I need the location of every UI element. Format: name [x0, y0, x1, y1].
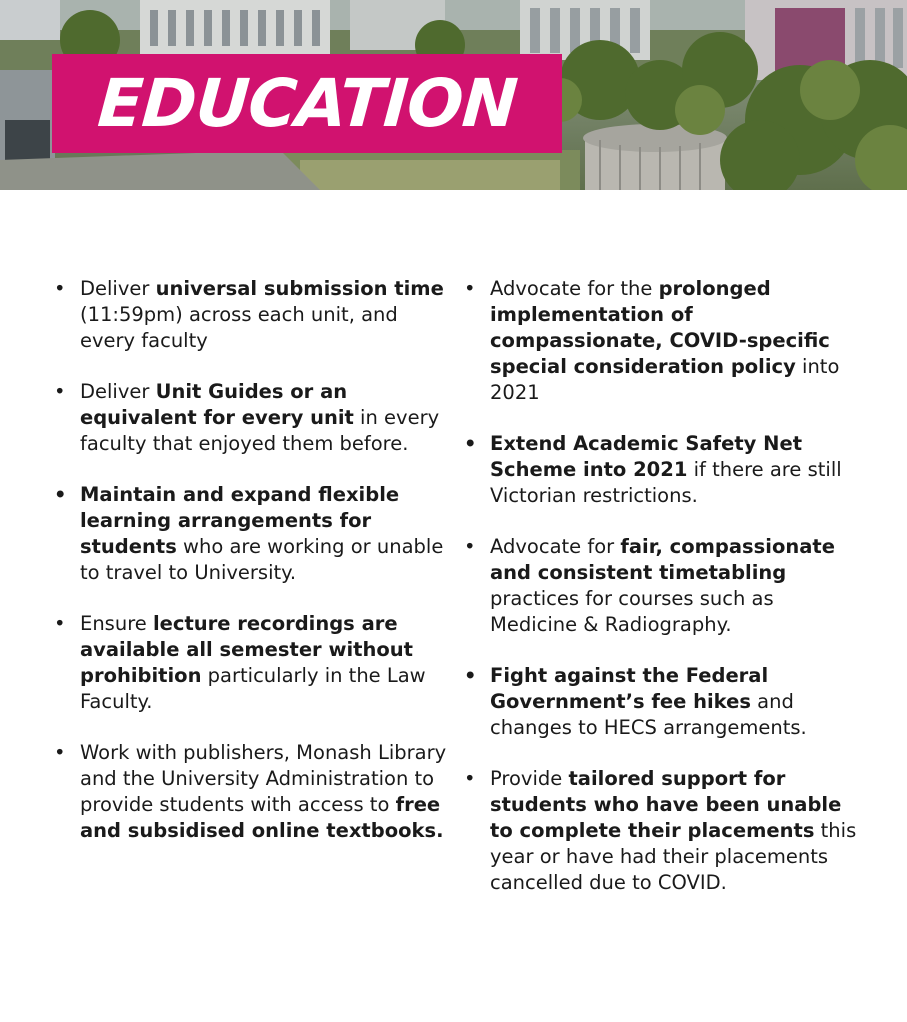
- policy-text-highlight: prolonged implementation of compassionate, COVID-specific special consideration policy: [490, 277, 830, 378]
- policy-text: [490, 432, 842, 507]
- policy-item: [52, 482, 452, 586]
- policy-item: [52, 740, 452, 844]
- policy-text: [80, 741, 446, 842]
- policy-item: [52, 276, 452, 354]
- policy-text-detail: practices for courses such as Medicine & Radiography.: [490, 587, 774, 636]
- page-title: EDUCATION: [95, 64, 520, 142]
- bullet-icon: •: [464, 767, 476, 790]
- hero-banner: [0, 0, 907, 190]
- policy-item: [462, 534, 862, 638]
- policy-item: [462, 276, 862, 406]
- policy-item: [462, 663, 862, 741]
- policy-item: [462, 766, 862, 896]
- policy-text: [490, 767, 856, 894]
- policy-text-highlight: Maintain and expand flexible learning arrangements for students: [80, 483, 400, 558]
- policy-text: [80, 612, 426, 713]
- bullet-icon: •: [464, 432, 477, 455]
- policy-text-detail: in every faculty that enjoyed them before.: [80, 406, 440, 455]
- policy-text-highlight: lecture recordings are available all semester without prohibition: [80, 612, 413, 687]
- policy-list-right: [462, 276, 862, 921]
- policy-item: [52, 379, 452, 457]
- policy-text-detail: particularly in the Law Faculty.: [80, 664, 426, 713]
- policy-text-detail: this year or have had their placements cancelled due to COVID.: [490, 819, 857, 894]
- policy-text-highlight: tailored support for students who have been unable to complete their placements: [490, 767, 842, 842]
- section-title-box: [52, 54, 562, 153]
- policy-text-intro: Deliver: [80, 380, 156, 403]
- policy-text: [80, 483, 443, 584]
- bullet-icon: •: [54, 612, 66, 635]
- policy-text-highlight: Fight against the Federal Government’s fee hikes: [490, 664, 769, 713]
- policy-text: [80, 380, 439, 455]
- policy-text-highlight: fair, compassionate and consistent timetabling: [490, 535, 835, 584]
- policy-text-intro: Work with publishers, Monash Library and the University Administration to provide students with access to: [80, 741, 447, 816]
- policy-list-left: [52, 276, 452, 869]
- policy-text: [490, 535, 835, 636]
- policy-text: [80, 277, 444, 352]
- policy-text-intro: Deliver: [80, 277, 156, 300]
- policy-text-highlight: free and subsidised online textbooks.: [80, 793, 444, 842]
- policy-text-intro: Provide: [490, 767, 569, 790]
- bullet-icon: •: [464, 535, 476, 558]
- policy-text-detail: into 2021: [490, 355, 840, 404]
- bullet-icon: •: [464, 277, 476, 300]
- bullet-icon: •: [54, 277, 66, 300]
- policy-text-highlight: Extend Academic Safety Net Scheme into 2021: [490, 432, 803, 481]
- policy-item: [462, 431, 862, 509]
- policy-text: [490, 664, 807, 739]
- policy-text-detail: if there are still Victorian restrictions.: [490, 458, 842, 507]
- bullet-icon: •: [54, 741, 66, 764]
- bullet-icon: •: [54, 380, 66, 403]
- policy-text-detail: who are working or unable to travel to University.: [80, 535, 444, 584]
- policy-text-highlight: Unit Guides or an equivalent for every unit: [80, 380, 354, 429]
- policy-item: [52, 611, 452, 715]
- policy-text: [490, 277, 839, 404]
- policy-text-intro: Ensure: [80, 612, 153, 635]
- policy-text-highlight: universal submission time: [155, 277, 444, 300]
- policy-text-intro: Advocate for the: [490, 277, 659, 300]
- policy-text-detail: and changes to HECS arrangements.: [490, 690, 807, 739]
- bullet-icon: •: [464, 664, 477, 687]
- policy-text-intro: Advocate for: [490, 535, 621, 558]
- bullet-icon: •: [54, 483, 67, 506]
- policy-text-detail: (11:59pm) across each unit, and every faculty: [80, 303, 398, 352]
